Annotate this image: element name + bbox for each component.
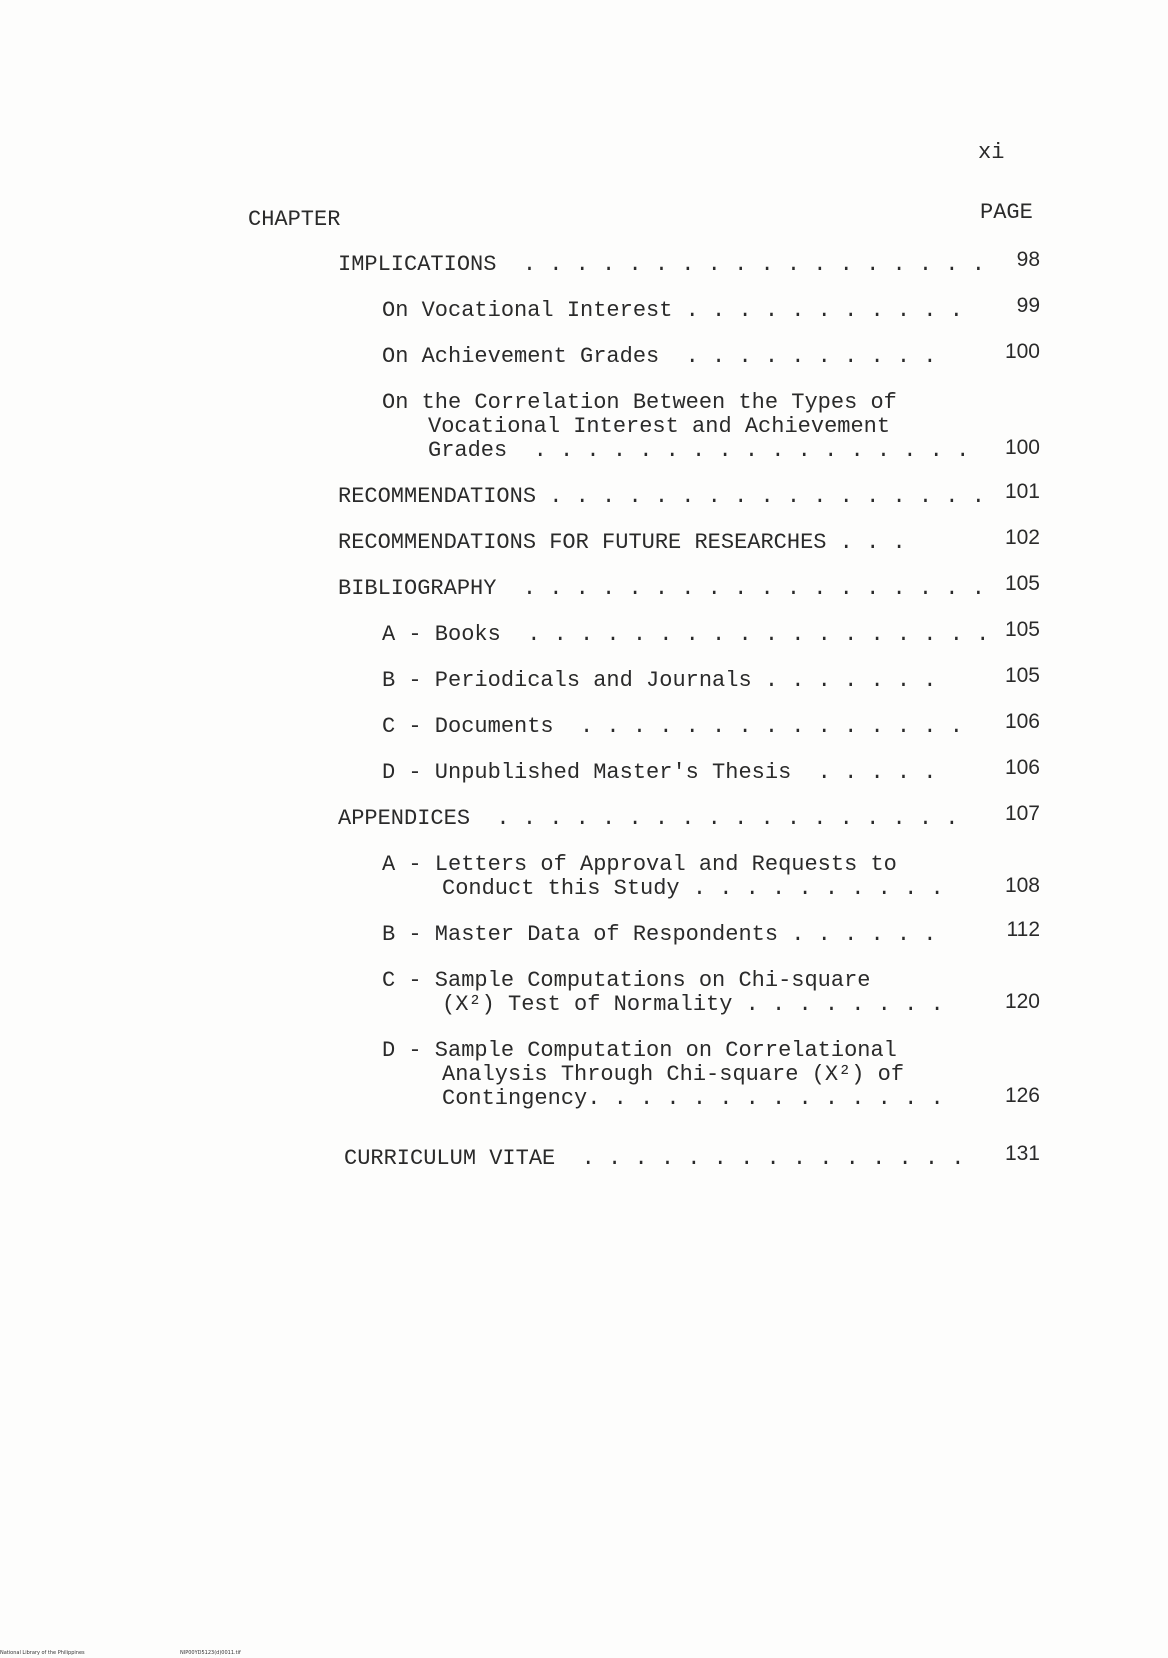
entry-page: 101: [1004, 480, 1040, 503]
entry-title: On the Correlation Between the Types of: [382, 390, 897, 415]
toc-entry-books: [382, 622, 989, 647]
footer-library: National Library of the Philippines: [0, 1650, 85, 1656]
toc-entry-correlation-line3: [428, 438, 969, 463]
entry-title: A - Letters of Approval and Requests to: [382, 852, 897, 877]
entry-title: Vocational Interest and Achievement: [428, 414, 891, 439]
entry-page: 108: [1004, 874, 1040, 897]
toc-entry-correlation: [382, 390, 897, 415]
entry-page: 131: [1004, 1142, 1040, 1165]
entry-title: RECOMMENDATIONS FOR FUTURE RESEARCHES . . .: [338, 530, 906, 555]
entry-title: D - Sample Computation on Correlational: [382, 1038, 897, 1063]
entry-title: B - Periodicals and Journals . . . . . . .: [382, 668, 937, 693]
page-number: xi: [978, 140, 1005, 165]
entry-title: Analysis Through Chi-square (X²) of: [442, 1062, 905, 1087]
toc-entry-letters-of-approval-line2: [442, 876, 944, 901]
entry-title: APPENDICES . . . . . . . . . . . . . . . . . .: [338, 806, 959, 831]
entry-title: (X²) Test of Normality . . . . . . . .: [442, 992, 944, 1017]
toc-entry-implications: [338, 252, 985, 277]
toc-entry-appendices: [338, 806, 959, 831]
footer-file: NIP00YD5123(d)0011.tif: [180, 1650, 241, 1656]
entry-page: 102: [1004, 526, 1040, 549]
entry-title: On Achievement Grades . . . . . . . . . .: [382, 344, 937, 369]
toc-entry-future-researches: [338, 530, 906, 555]
entry-page: 120: [1004, 990, 1040, 1013]
toc-entry-correlational-analysis-line2: [442, 1062, 904, 1087]
entry-title: Contingency. . . . . . . . . . . . . .: [442, 1086, 944, 1111]
entry-title: On Vocational Interest . . . . . . . . . . .: [382, 298, 963, 323]
toc-entry-periodicals: [382, 668, 937, 693]
entry-page: 105: [1004, 618, 1040, 641]
entry-page: 99: [1016, 294, 1040, 317]
entry-title: D - Unpublished Master's Thesis . . . . .: [382, 760, 937, 785]
toc-entry-correlation-line2: [428, 414, 890, 439]
toc-entry-curriculum-vitae: [344, 1146, 965, 1171]
entry-title: B - Master Data of Respondents . . . . . .: [382, 922, 937, 947]
entry-page: 98: [1016, 248, 1040, 271]
toc-entry-correlational-analysis-line3: [442, 1086, 944, 1111]
toc-entry-documents: [382, 714, 963, 739]
entry-page: 112: [1006, 918, 1040, 941]
entry-title: BIBLIOGRAPHY . . . . . . . . . . . . . . . . . .: [338, 576, 985, 601]
toc-entry-chi-square: [382, 968, 870, 993]
toc-entry-bibliography: [338, 576, 985, 601]
page-header: PAGE: [980, 200, 1033, 225]
entry-page: 105: [1004, 572, 1040, 595]
toc-entry-letters-of-approval: [382, 852, 897, 877]
entry-title: C - Documents . . . . . . . . . . . . . . .: [382, 714, 963, 739]
entry-page: 126: [1004, 1084, 1040, 1107]
entry-page: 106: [1004, 756, 1040, 779]
entry-page: 105: [1004, 664, 1040, 687]
entry-page: 100: [1004, 436, 1040, 459]
entry-title: A - Books . . . . . . . . . . . . . . . . . .: [382, 622, 990, 647]
entry-title: CURRICULUM VITAE . . . . . . . . . . . . . . .: [344, 1146, 965, 1171]
entry-title: Grades . . . . . . . . . . . . . . . . .: [428, 438, 970, 463]
toc-entry-recommendations: [338, 484, 985, 509]
entry-page: 106: [1004, 710, 1040, 733]
entry-page: 100: [1004, 340, 1040, 363]
toc-entry-masters-thesis: [382, 760, 937, 785]
entry-page: 107: [1004, 802, 1040, 825]
toc-entry-master-data: [382, 922, 937, 947]
toc-entry-chi-square-line2: [442, 992, 944, 1017]
entry-title: IMPLICATIONS . . . . . . . . . . . . . . . . . .: [338, 252, 985, 277]
toc-entry-achievement-grades: [382, 344, 937, 369]
entry-title: Conduct this Study . . . . . . . . . .: [442, 876, 944, 901]
toc-entry-vocational-interest: [382, 298, 963, 323]
toc-entry-correlational-analysis: [382, 1038, 897, 1063]
entry-title: RECOMMENDATIONS . . . . . . . . . . . . . . . . .: [338, 484, 985, 509]
entry-title: C - Sample Computations on Chi-square: [382, 968, 871, 993]
chapter-header: CHAPTER: [248, 207, 341, 232]
